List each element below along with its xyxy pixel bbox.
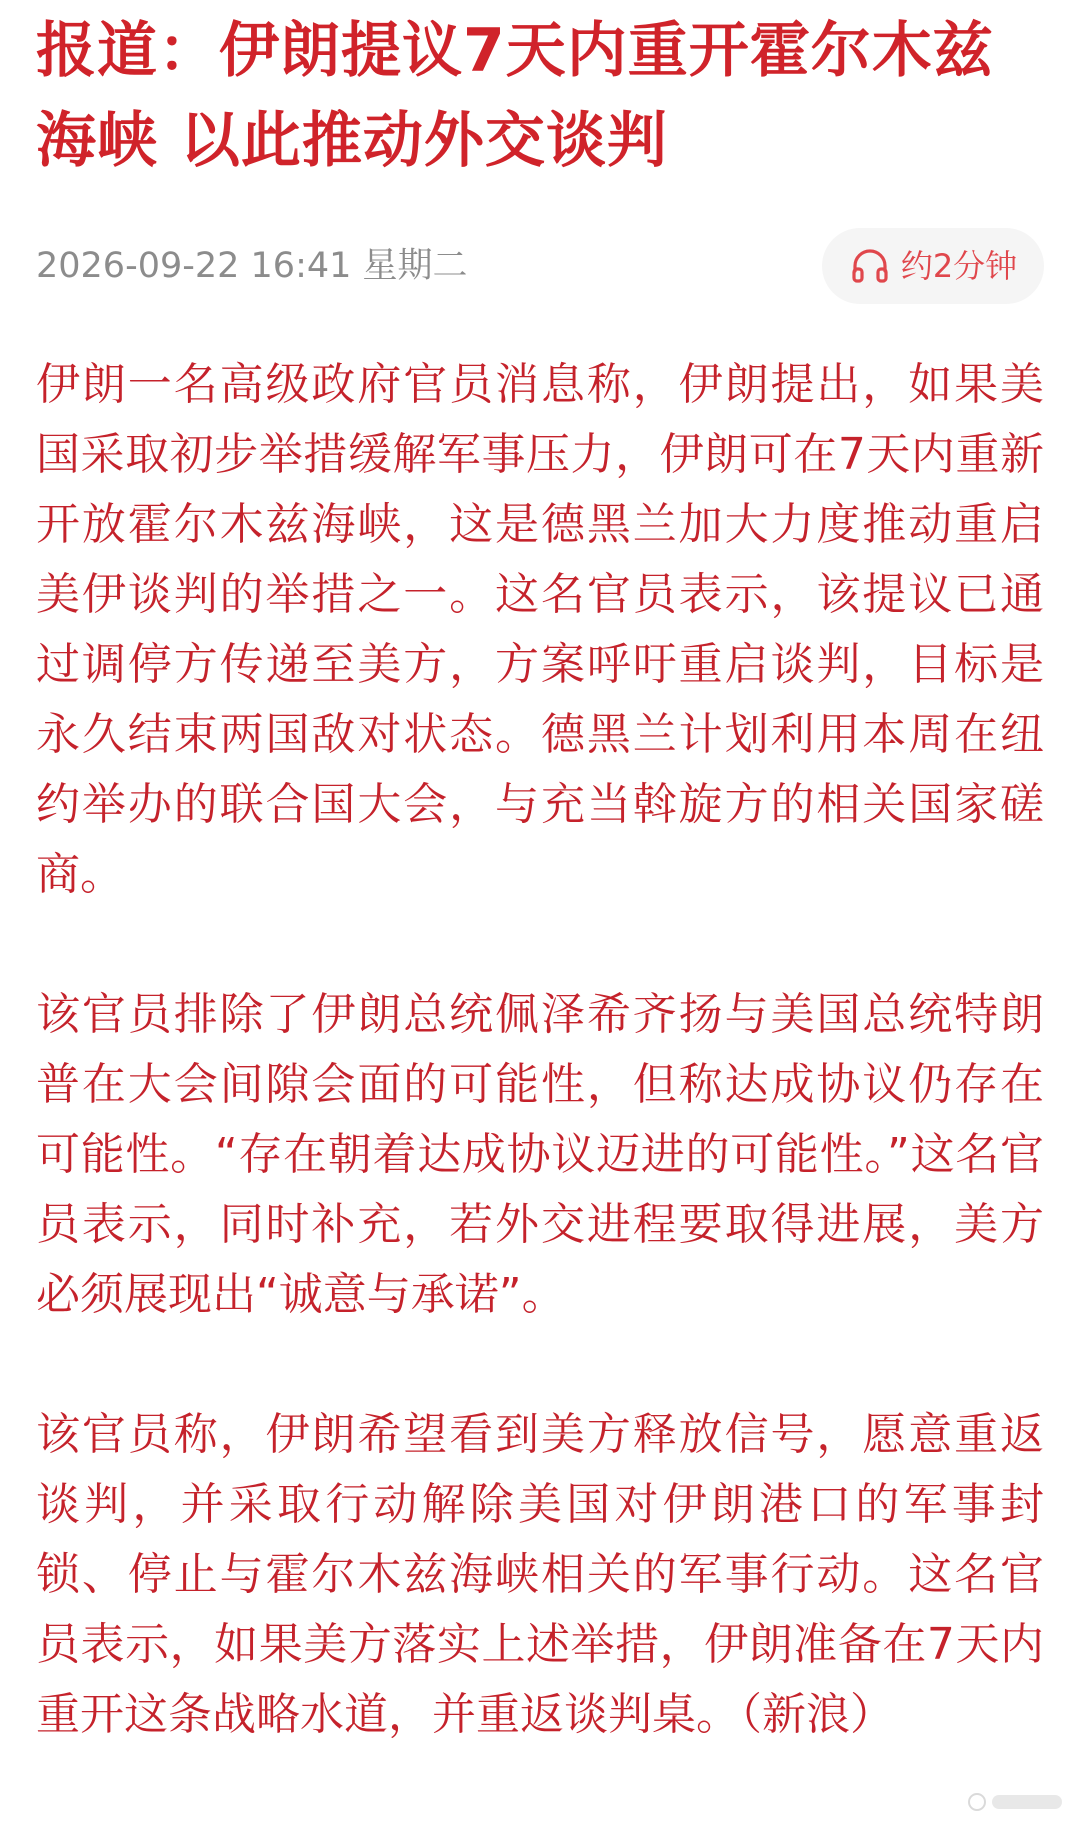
watermark-mark bbox=[992, 1795, 1062, 1809]
article-meta bbox=[36, 226, 1044, 306]
article-title: 报道：伊朗提议7天内重开霍尔木兹海峡 以此推动外交谈判 bbox=[36, 16, 994, 176]
listen-button[interactable] bbox=[822, 228, 1044, 304]
article-paragraph-1: 伊朗一名高级政府官员消息称，伊朗提出，如果美国采取初步举措缓解军事压力，伊朗可在7天内重新开放霍尔木兹海峡，这是德黑兰加大力度推动重启美伊谈判的举措之一。这名官员表示，该提议已通过调停方传递至美方，方案呼吁重启谈判，目标是永久结束两国敌对状态。德黑兰计划利用本周在纽约举办的联合国大会，与充当斡旋方的相关国家磋商。 bbox=[36, 359, 1044, 900]
headphones-icon bbox=[849, 245, 891, 287]
publish-date: 2026-09-22 16:41 星期二 bbox=[36, 246, 468, 286]
watermark-dot-icon bbox=[968, 1793, 986, 1811]
article-paragraph-2: 该官员排除了伊朗总统佩泽希齐扬与美国总统特朗普在大会间隙会面的可能性，但称达成协议仍存在可能性。“存在朝着达成协议迈进的可能性。”这名官员表示，同时补充，若外交进程要取得进展，美方必须展现出“诚意与承诺”。 bbox=[36, 989, 1044, 1320]
article-paragraph-3: 该官员称，伊朗希望看到美方释放信号，愿意重返谈判，并采取行动解除美国对伊朗港口的军事封锁、停止与霍尔木兹海峡相关的军事行动。这名官员表示，如果美方落实上述举措，伊朗准备在7天内重开这条战略水道，并重返谈判桌。（新浪） bbox=[36, 1409, 1044, 1740]
watermark-logo bbox=[922, 1784, 1062, 1820]
listen-duration: 约2分钟 bbox=[900, 247, 1018, 285]
article-body bbox=[36, 350, 1044, 1820]
